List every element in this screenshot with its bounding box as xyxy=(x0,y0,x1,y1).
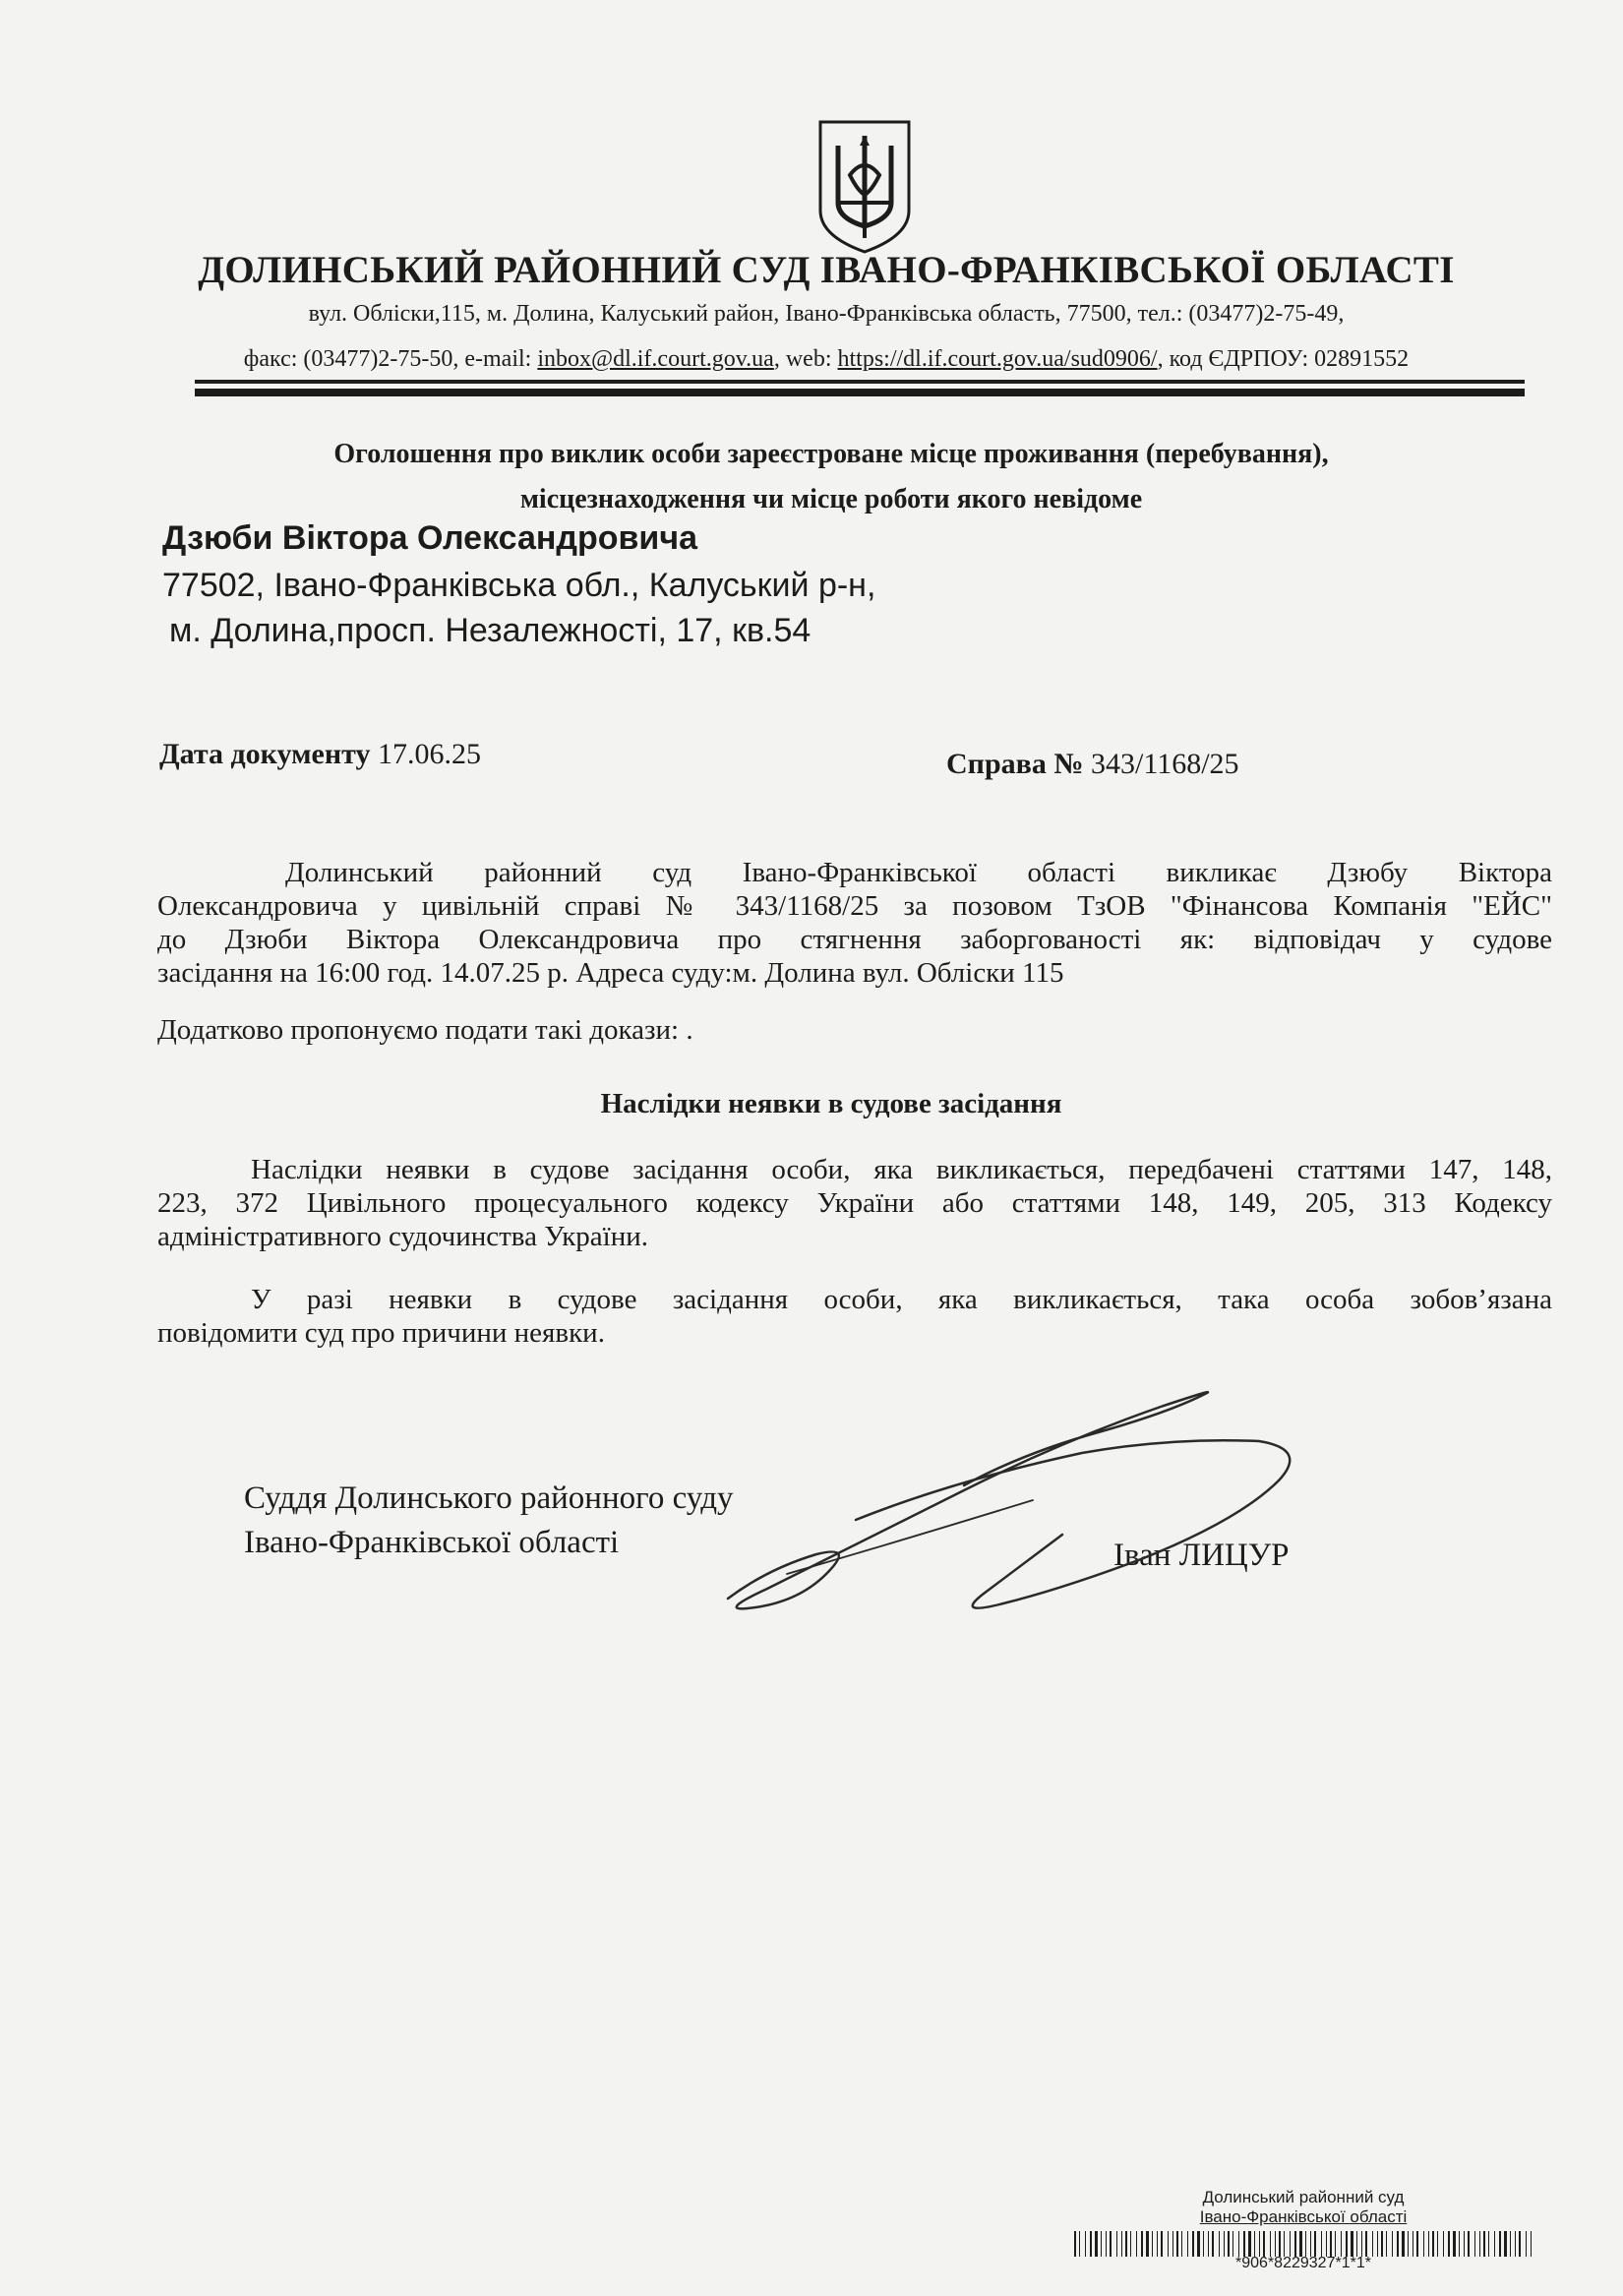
document-barcode xyxy=(1074,2231,1534,2257)
web-label: , web: xyxy=(773,346,838,372)
notice-title-line-1: Оголошення про виклик особи зареєстроване місце проживання (перебування), xyxy=(333,439,1329,469)
notify-line: У разі неявки в судове засідання особи, яка викликається, така особа зобов’язана xyxy=(251,1284,1552,1315)
consequences-heading: Наслідки неявки в судове засідання xyxy=(600,1088,1062,1119)
court-address: вул. Обліски,115, м. Долина, Калуський район, Івано-Франківська область, 77500, тел.: (03477)2-75-49, xyxy=(308,301,1345,327)
recipient-address-line-2: м. Долина,просп. Незалежності, 17, кв.54 xyxy=(169,612,812,649)
coat-of-arms-emblem xyxy=(814,116,915,256)
email-link[interactable]: inbox@dl.if.court.gov.ua xyxy=(537,346,774,372)
consequences-paragraph xyxy=(157,1153,1552,1253)
recipient-address-line-1: 77502, Івано-Франківська обл., Калуський р-н, xyxy=(162,567,876,604)
summons-line: Долинський районний суд Івано-Франківської області викликає Дзюбу Віктора xyxy=(285,857,1552,888)
stamp-line-1: Долинський районний суд xyxy=(1202,2188,1405,2206)
stamp-line-2: Івано-Франківської області xyxy=(1199,2207,1408,2226)
website-link[interactable]: https://dl.if.court.gov.ua/sud0906/ xyxy=(837,346,1158,372)
summons-line: до Дзюби Віктора Олександровича про стягнення заборгованості як: відповідач у судове xyxy=(157,924,1552,955)
fax-label: факс: (03477)2-75-50, e-mail: xyxy=(243,346,538,372)
court-stamp xyxy=(1072,2188,1534,2227)
court-contacts xyxy=(148,346,1505,373)
barcode-number: *906*8229327*1*1* xyxy=(1235,2255,1371,2271)
document-date-value: 17.06.25 xyxy=(377,738,481,770)
notice-title-line-2: місцезнаходження чи місце роботи якого невідоме xyxy=(519,484,1143,514)
summons-paragraph xyxy=(157,856,1552,990)
court-name: ДОЛИНСЬКИЙ РАЙОННИЙ СУД ІВАНО-ФРАНКІВСЬКОЇ ОБЛАСТІ xyxy=(198,249,1455,291)
consequences-line: 223, 372 Цивільного процесуального кодексу України або статтями 148, 149, 205, 313 Кодексу xyxy=(157,1187,1552,1219)
summons-line: Олександровича у цивільній справі № 343/1168/25 за позовом ТзОВ "Фінансова Компанія "ЕЙС" xyxy=(157,890,1552,922)
judge-name: Іван ЛИЦУР xyxy=(1113,1538,1290,1573)
evidence-request: Додатково пропонуємо подати такі докази: . xyxy=(157,1014,693,1046)
document-date-label: Дата документу xyxy=(159,738,371,770)
edrpou-code: , код ЄДРПОУ: 02891552 xyxy=(1157,346,1410,372)
recipient-name: Дзюби Віктора Олександровича xyxy=(162,519,697,557)
consequences-line: Наслідки неявки в судове засідання особи, яка викликається, передбачені статтями 147, 148, xyxy=(251,1154,1552,1185)
notify-paragraph xyxy=(157,1283,1552,1350)
header-divider-thick xyxy=(195,389,1525,396)
handwritten-signature xyxy=(708,1372,1318,1628)
judge-position-line-2: Івано-Франківської області xyxy=(244,1525,620,1560)
consequences-line: адміністративного судочинства України. xyxy=(157,1221,649,1252)
case-number-value: 343/1168/25 xyxy=(1090,748,1239,780)
case-number xyxy=(946,748,1239,781)
summons-line: засідання на 16:00 год. 14.07.25 р. Адреса суду:м. Долина вул. Обліски 115 xyxy=(157,957,1064,989)
header-divider-thin xyxy=(195,380,1525,384)
notify-line: повідомити суд про причини неявки. xyxy=(157,1317,605,1349)
case-number-label: Справа № xyxy=(946,748,1084,780)
document-date xyxy=(159,738,481,771)
judge-position-line-1: Суддя Долинського районного суду xyxy=(244,1480,734,1516)
